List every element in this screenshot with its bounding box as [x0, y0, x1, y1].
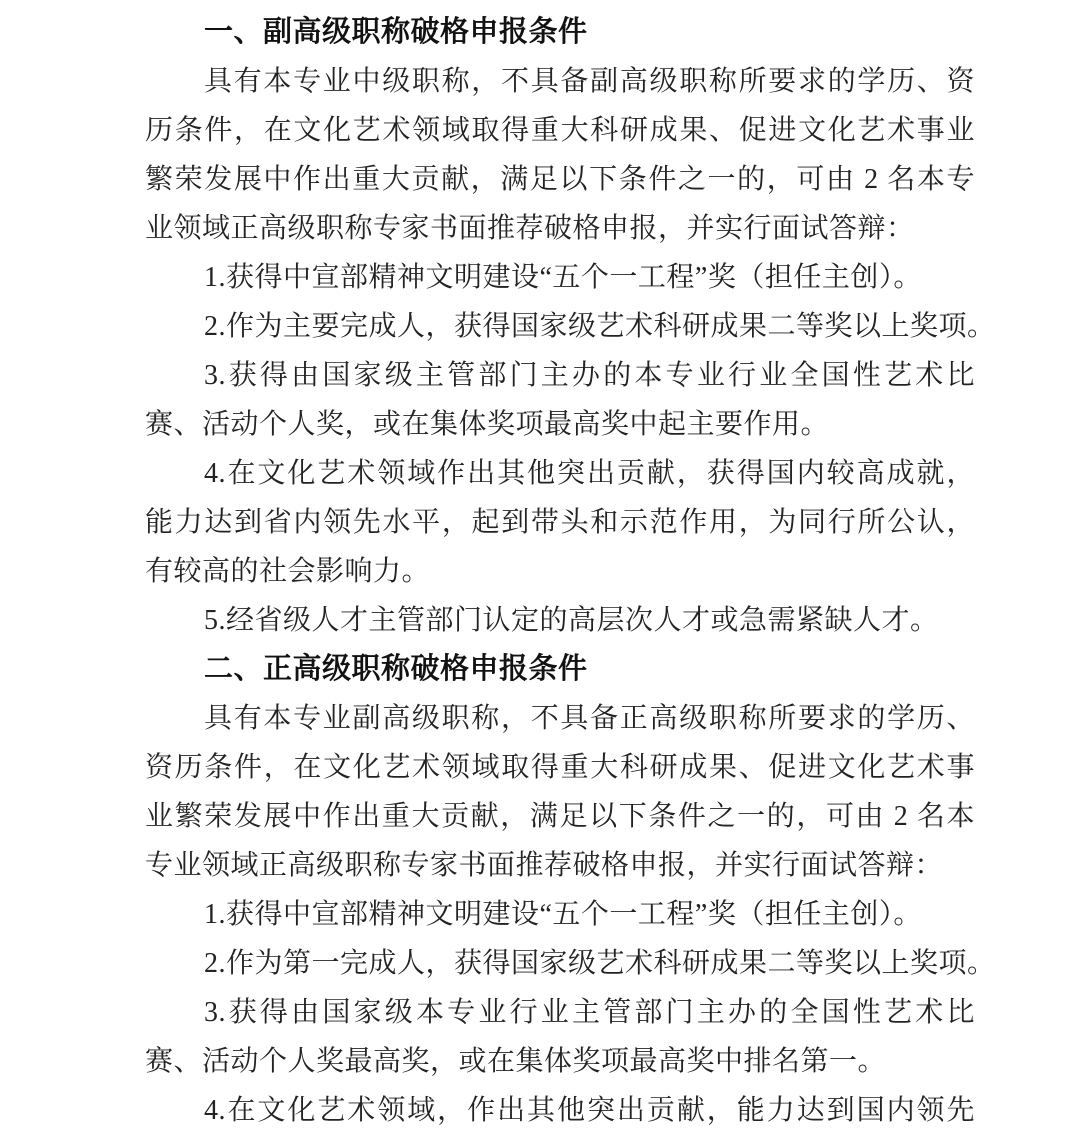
- s2-intro-line-4: 专业领域正高级职称专家书面推荐破格申报，并实行面试答辩：: [145, 850, 944, 881]
- s1-intro-line-2: 历条件，在文化艺术领域取得重大科研成果、促进文化艺术事业: [145, 115, 975, 146]
- s1-item-1-line-1: 1.获得中宣部精神文明建设“五个一工程”奖（担任主创）。: [204, 262, 922, 293]
- s1-item-4-line-2: 能力达到省内领先水平，起到带头和示范作用，为同行所公认，: [145, 507, 975, 538]
- section-1-heading: 一、副高级职称破格申报条件: [204, 16, 588, 48]
- s1-intro-line-4: 业领域正高级职称专家书面推荐破格申报，并实行面试答辩：: [145, 213, 915, 244]
- s1-item-2-line-1: 2.作为主要完成人，获得国家级艺术科研成果二等奖以上奖项。: [204, 311, 996, 342]
- s2-intro-line-1: 具有本专业副高级职称，不具备正高级职称所要求的学历、: [204, 703, 975, 734]
- s1-intro-line-1: 具有本专业中级职称，不具备副高级职称所要求的学历、资: [204, 66, 975, 97]
- s1-item-4-line-3: 有较高的社会影响力。: [145, 556, 431, 587]
- s2-item-1-line-1: 1.获得中宣部精神文明建设“五个一工程”奖（担任主创）。: [204, 899, 922, 930]
- s2-intro-line-2: 资历条件，在文化艺术领域取得重大科研成果、促进文化艺术事: [145, 752, 975, 783]
- s1-item-5-line-1: 5.经省级人才主管部门认定的高层次人才或急需紧缺人才。: [204, 605, 939, 636]
- s2-item-3-line-1: 3.获得由国家级本专业行业主管部门主办的全国性艺术比: [204, 997, 975, 1028]
- s1-item-4-line-1: 4.在文化艺术领域作出其他突出贡献，获得国内较高成就，: [204, 458, 975, 489]
- s2-item-3-line-2: 赛、活动个人奖最高奖，或在集体奖项最高奖中排名第一。: [145, 1046, 887, 1077]
- s2-item-4-line-1: 4.在文化艺术领域，作出其他突出贡献，能力达到国内领先: [204, 1095, 975, 1126]
- s2-item-2-line-1: 2.作为第一完成人，获得国家级艺术科研成果二等奖以上奖项。: [204, 948, 996, 979]
- s1-intro-line-3: 繁荣发展中作出重大贡献，满足以下条件之一的，可由 2 名本专: [145, 164, 975, 195]
- s1-item-3-line-2: 赛、活动个人奖，或在集体奖项最高奖中起主要作用。: [145, 409, 830, 440]
- section-2-heading: 二、正高级职称破格申报条件: [204, 653, 588, 685]
- s2-intro-line-3: 业繁荣发展中作出重大贡献，满足以下条件之一的，可由 2 名本: [145, 801, 975, 832]
- s1-item-3-line-1: 3.获得由国家级主管部门主办的本专业行业全国性艺术比: [204, 360, 975, 391]
